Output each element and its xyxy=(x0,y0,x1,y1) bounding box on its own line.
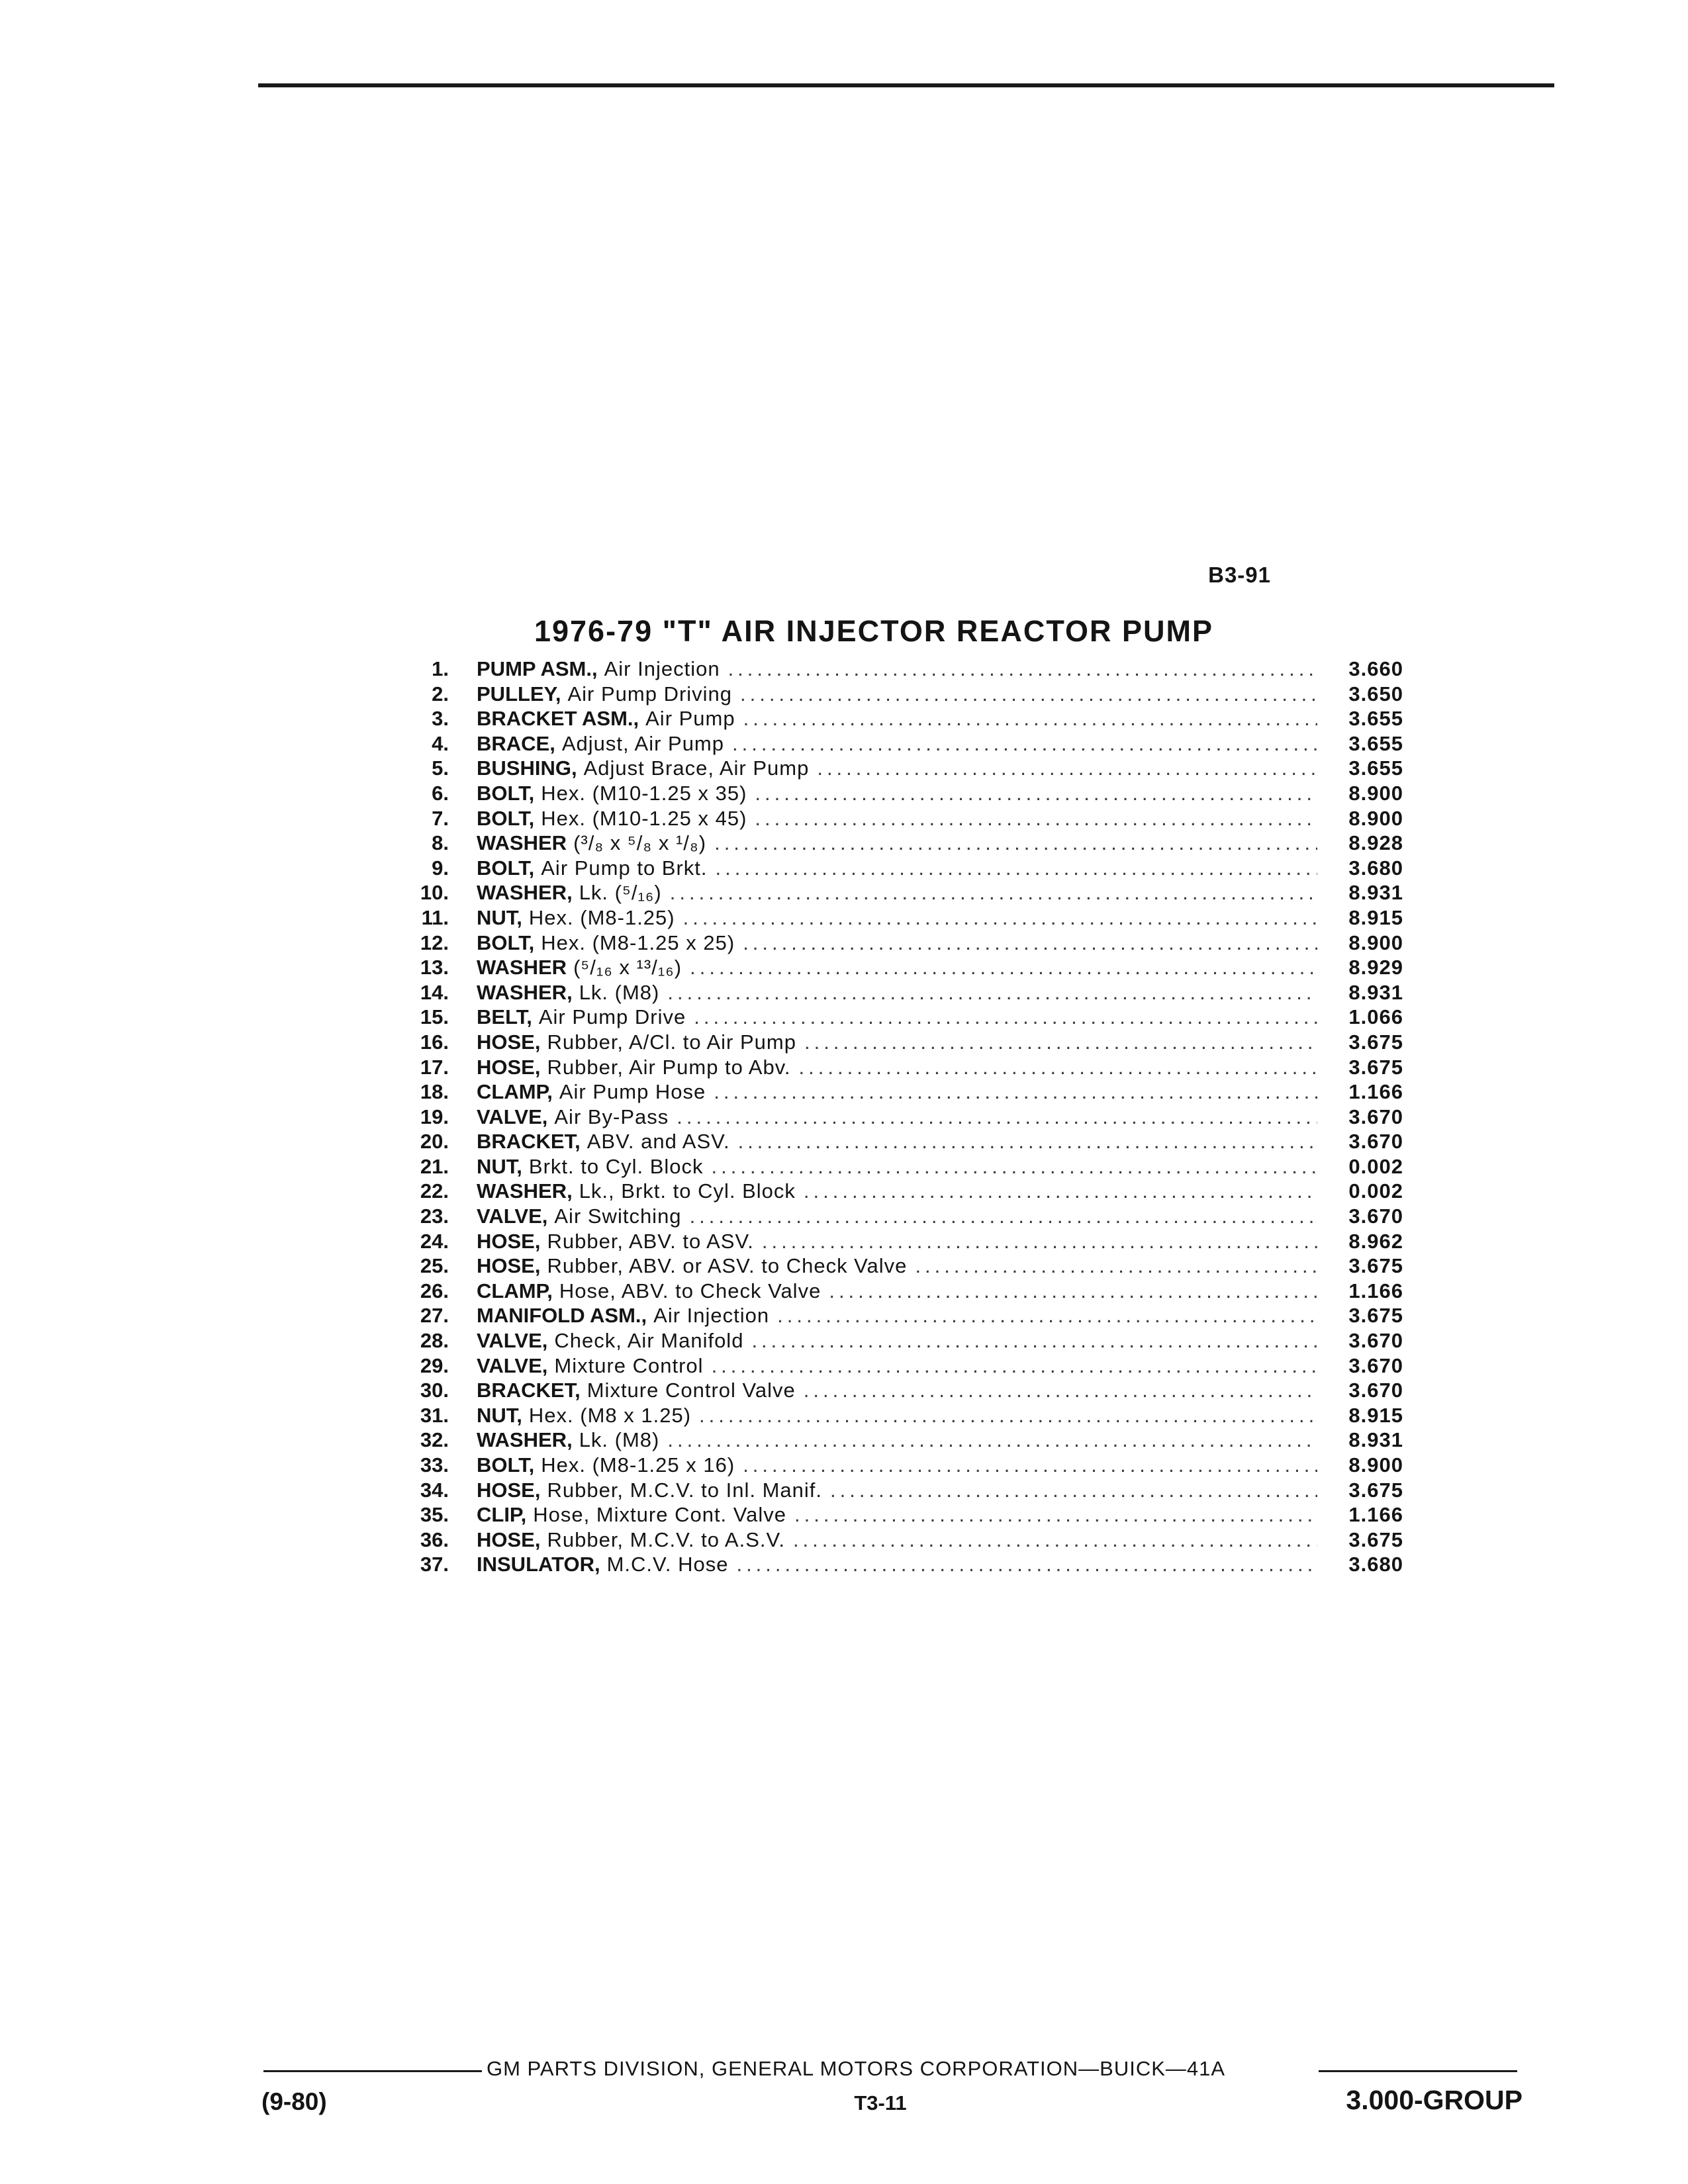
part-group-code: 3.670 xyxy=(1348,1105,1403,1128)
part-name: BOLT, xyxy=(477,856,535,880)
part-description: Lk. (M8) xyxy=(579,1428,660,1452)
part-name: WASHER, xyxy=(477,1428,573,1452)
part-number: 34. xyxy=(420,1478,449,1502)
part-number: 2. xyxy=(432,682,449,705)
part-number: 10. xyxy=(420,881,449,905)
part-row xyxy=(397,1204,1403,1229)
part-name: HOSE, xyxy=(477,1478,541,1502)
part-number: 32. xyxy=(420,1428,449,1452)
part-group-code: 1.166 xyxy=(1348,1080,1403,1104)
part-description: Rubber, M.C.V. to Inl. Manif. xyxy=(547,1478,822,1502)
dot-leader xyxy=(817,756,1317,781)
dot-leader xyxy=(743,1453,1317,1478)
part-name: CLAMP, xyxy=(477,1279,553,1302)
part-row xyxy=(397,1129,1403,1154)
part-group-code: 3.655 xyxy=(1348,731,1403,755)
part-name: WASHER, xyxy=(477,881,573,905)
part-row xyxy=(397,1353,1403,1379)
part-number: 4. xyxy=(432,731,449,755)
part-description: Rubber, ABV. or ASV. to Check Valve xyxy=(547,1254,908,1278)
dot-leader xyxy=(683,905,1317,931)
part-row xyxy=(397,1478,1403,1503)
part-number: 13. xyxy=(420,956,449,979)
dot-leader xyxy=(667,980,1317,1005)
dot-leader xyxy=(740,682,1317,707)
part-name: PULLEY, xyxy=(477,682,561,705)
part-group-code: 3.675 xyxy=(1348,1304,1403,1328)
part-description: Air By-Pass xyxy=(554,1105,669,1128)
part-number: 3. xyxy=(432,707,449,731)
part-name: BOLT, xyxy=(477,806,535,830)
part-number: 20. xyxy=(420,1130,449,1154)
dot-leader xyxy=(794,1502,1317,1527)
part-group-code: 8.931 xyxy=(1348,980,1403,1004)
part-description: Hex. (M8-1.25) xyxy=(528,905,675,929)
part-name: NUT, xyxy=(477,1403,522,1427)
part-name: BRACKET, xyxy=(477,1130,581,1154)
dot-leader xyxy=(677,1105,1317,1130)
part-number: 35. xyxy=(420,1503,449,1527)
part-group-code: 3.675 xyxy=(1348,1055,1403,1079)
part-group-code: 3.670 xyxy=(1348,1353,1403,1377)
part-description: (³/₈ x ⁵/₈ x ¹/₈) xyxy=(573,831,707,855)
dot-leader xyxy=(714,831,1317,856)
parts-list xyxy=(397,657,1403,1577)
part-row xyxy=(397,1453,1403,1478)
part-description: Air Pump xyxy=(645,707,735,731)
part-description: Air Injection xyxy=(604,657,720,680)
dot-leader xyxy=(690,955,1317,980)
part-group-code: 0.002 xyxy=(1348,1154,1403,1178)
part-number: 19. xyxy=(420,1105,449,1128)
dot-leader xyxy=(699,1403,1317,1428)
part-name: BRACKET, xyxy=(477,1379,581,1402)
part-row xyxy=(397,1279,1403,1304)
part-group-code: 8.915 xyxy=(1348,905,1403,929)
part-group-code: 8.929 xyxy=(1348,956,1403,979)
part-name: HOSE, xyxy=(477,1527,541,1551)
part-group-code: 3.655 xyxy=(1348,756,1403,780)
part-number: 14. xyxy=(420,980,449,1004)
part-name: WASHER, xyxy=(477,1179,573,1203)
part-row xyxy=(397,756,1403,781)
part-number: 33. xyxy=(420,1453,449,1477)
part-group-code: 3.655 xyxy=(1348,707,1403,731)
part-row xyxy=(397,1403,1403,1428)
dot-leader xyxy=(755,781,1317,806)
part-description: Air Injection xyxy=(653,1304,770,1328)
part-number: 7. xyxy=(432,806,449,830)
part-description: Lk. (M8) xyxy=(579,980,660,1004)
part-group-code: 8.900 xyxy=(1348,806,1403,830)
part-group-code: 3.680 xyxy=(1348,856,1403,880)
part-group-code: 3.680 xyxy=(1348,1553,1403,1576)
part-name: HOSE, xyxy=(477,1254,541,1278)
part-group-code: 3.650 xyxy=(1348,682,1403,705)
dot-leader xyxy=(716,856,1317,881)
part-row xyxy=(397,1079,1403,1105)
part-number: 37. xyxy=(420,1553,449,1576)
footer-publisher: GM PARTS DIVISION, GENERAL MOTORS CORPORATION—BUICK—41A xyxy=(487,2057,1226,2080)
part-row xyxy=(397,682,1403,707)
part-number: 1. xyxy=(432,657,449,680)
part-name: VALVE, xyxy=(477,1353,548,1377)
dot-leader xyxy=(743,931,1317,956)
part-name: HOSE, xyxy=(477,1055,541,1079)
part-row xyxy=(397,706,1403,731)
part-number: 16. xyxy=(420,1030,449,1054)
part-description: Hex. (M8-1.25 x 16) xyxy=(541,1453,735,1477)
dot-leader xyxy=(804,1030,1317,1055)
part-name: BRACKET ASM., xyxy=(477,707,639,731)
footer-rule-left xyxy=(263,2070,482,2072)
part-group-code: 8.900 xyxy=(1348,781,1403,805)
part-description: Hex. (M8-1.25 x 25) xyxy=(541,931,735,954)
part-description: ABV. and ASV. xyxy=(586,1130,730,1154)
part-description: Air Pump Drive xyxy=(538,1005,686,1029)
dot-leader xyxy=(777,1303,1317,1328)
part-row xyxy=(397,1527,1403,1553)
part-number: 21. xyxy=(420,1154,449,1178)
part-name: BUSHING, xyxy=(477,756,577,780)
part-description: Check, Air Manifold xyxy=(554,1329,744,1353)
part-name: BOLT, xyxy=(477,931,535,954)
page-title: 1976-79 "T" AIR INJECTOR REACTOR PUMP xyxy=(534,614,1214,648)
part-row xyxy=(397,1179,1403,1204)
dot-leader xyxy=(804,1378,1317,1403)
part-description: Air Switching xyxy=(554,1205,682,1228)
part-number: 24. xyxy=(420,1229,449,1253)
dot-leader xyxy=(728,657,1317,682)
part-number: 28. xyxy=(420,1329,449,1353)
part-row xyxy=(397,856,1403,881)
part-name: VALVE, xyxy=(477,1205,548,1228)
part-row xyxy=(397,831,1403,856)
dot-leader xyxy=(762,1229,1317,1254)
part-number: 8. xyxy=(432,831,449,855)
dot-leader xyxy=(829,1279,1317,1304)
part-group-code: 3.675 xyxy=(1348,1478,1403,1502)
part-name: VALVE, xyxy=(477,1105,548,1128)
dot-leader xyxy=(670,880,1317,905)
dot-leader xyxy=(804,1179,1317,1204)
dot-leader xyxy=(915,1253,1317,1279)
part-row xyxy=(397,806,1403,831)
part-description: Rubber, ABV. to ASV. xyxy=(547,1229,754,1253)
part-description: Hex. (M10-1.25 x 35) xyxy=(541,781,747,805)
dot-leader xyxy=(738,1129,1317,1154)
part-description: Air Pump to Brkt. xyxy=(541,856,708,880)
part-group-code: 1.166 xyxy=(1348,1279,1403,1302)
part-name: WASHER xyxy=(477,831,567,855)
part-number: 12. xyxy=(420,931,449,954)
part-number: 9. xyxy=(432,856,449,880)
part-group-code: 3.670 xyxy=(1348,1329,1403,1353)
dot-leader xyxy=(799,1055,1317,1080)
part-group-code: 3.670 xyxy=(1348,1130,1403,1154)
part-name: BOLT, xyxy=(477,781,535,805)
part-name: PUMP ASM., xyxy=(477,657,598,680)
dot-leader xyxy=(736,1552,1317,1577)
part-group-code: 8.900 xyxy=(1348,1453,1403,1477)
part-row xyxy=(397,731,1403,756)
part-number: 18. xyxy=(420,1080,449,1104)
part-row xyxy=(397,1229,1403,1254)
part-description: Hex. (M10-1.25 x 45) xyxy=(541,806,747,830)
part-group-code: 8.900 xyxy=(1348,931,1403,954)
dot-leader xyxy=(830,1478,1317,1503)
part-name: BELT, xyxy=(477,1005,532,1029)
part-description: Air Pump Driving xyxy=(567,682,733,705)
dot-leader xyxy=(743,706,1317,731)
part-row xyxy=(397,1378,1403,1403)
part-description: M.C.V. Hose xyxy=(606,1553,729,1576)
part-description: Mixture Control xyxy=(554,1353,704,1377)
part-row xyxy=(397,1005,1403,1030)
part-group-code: 8.931 xyxy=(1348,1428,1403,1452)
part-description: Hex. (M8 x 1.25) xyxy=(528,1403,692,1427)
part-group-code: 8.928 xyxy=(1348,831,1403,855)
part-name: NUT, xyxy=(477,905,522,929)
part-number: 22. xyxy=(420,1179,449,1203)
part-description: Rubber, Air Pump to Abv. xyxy=(547,1055,791,1079)
part-description: Adjust, Air Pump xyxy=(561,731,724,755)
part-group-code: 3.675 xyxy=(1348,1030,1403,1054)
footer-page-number: T3-11 xyxy=(854,2091,907,2115)
part-number: 25. xyxy=(420,1254,449,1278)
dot-leader xyxy=(714,1079,1317,1105)
part-row xyxy=(397,781,1403,806)
part-description: Air Pump Hose xyxy=(559,1080,706,1104)
part-name: NUT, xyxy=(477,1154,522,1178)
dot-leader xyxy=(751,1328,1317,1353)
part-name: HOSE, xyxy=(477,1030,541,1054)
part-number: 6. xyxy=(432,781,449,805)
part-group-code: 3.670 xyxy=(1348,1205,1403,1228)
part-number: 17. xyxy=(420,1055,449,1079)
part-number: 15. xyxy=(420,1005,449,1029)
part-name: CLAMP, xyxy=(477,1080,553,1104)
part-group-code: 0.002 xyxy=(1348,1179,1403,1203)
part-group-code: 3.660 xyxy=(1348,657,1403,680)
part-group-code: 3.675 xyxy=(1348,1254,1403,1278)
top-divider-rule xyxy=(258,83,1554,87)
part-name: BRACE, xyxy=(477,731,555,755)
part-row xyxy=(397,1253,1403,1279)
part-name: BOLT, xyxy=(477,1453,535,1477)
part-name: CLIP, xyxy=(477,1503,527,1527)
reference-code: B3-91 xyxy=(1208,563,1271,587)
part-name: INSULATOR, xyxy=(477,1553,600,1576)
part-row xyxy=(397,1030,1403,1055)
part-row xyxy=(397,1502,1403,1527)
part-group-code: 3.675 xyxy=(1348,1527,1403,1551)
part-row xyxy=(397,1552,1403,1577)
dot-leader xyxy=(667,1428,1317,1453)
part-number: 27. xyxy=(420,1304,449,1328)
part-description: Lk., Brkt. to Cyl. Block xyxy=(579,1179,796,1203)
part-number: 29. xyxy=(420,1353,449,1377)
part-group-code: 3.670 xyxy=(1348,1379,1403,1402)
part-name: WASHER, xyxy=(477,980,573,1004)
part-number: 36. xyxy=(420,1527,449,1551)
part-row xyxy=(397,980,1403,1005)
part-description: Lk. (⁵/₁₆) xyxy=(579,881,662,905)
part-row xyxy=(397,931,1403,956)
dot-leader xyxy=(712,1154,1318,1179)
part-row xyxy=(397,955,1403,980)
footer-group-code: 3.000-GROUP xyxy=(1346,2085,1523,2115)
part-description: Adjust Brace, Air Pump xyxy=(583,756,810,780)
part-row xyxy=(397,1303,1403,1328)
dot-leader xyxy=(690,1204,1317,1229)
part-row xyxy=(397,1328,1403,1353)
part-number: 31. xyxy=(420,1403,449,1427)
dot-leader xyxy=(793,1527,1317,1553)
footer-rule-right xyxy=(1319,2070,1517,2072)
dot-leader xyxy=(755,806,1317,831)
part-row xyxy=(397,1154,1403,1179)
part-description: Hose, ABV. to Check Valve xyxy=(559,1279,821,1302)
part-group-code: 8.931 xyxy=(1348,881,1403,905)
part-number: 11. xyxy=(421,905,449,929)
part-number: 5. xyxy=(432,756,449,780)
part-description: Brkt. to Cyl. Block xyxy=(528,1154,704,1178)
part-description: Mixture Control Valve xyxy=(586,1379,796,1402)
part-row xyxy=(397,657,1403,682)
part-name: WASHER xyxy=(477,956,567,979)
part-row xyxy=(397,1105,1403,1130)
part-row xyxy=(397,1055,1403,1080)
dot-leader xyxy=(694,1005,1317,1030)
part-group-code: 1.066 xyxy=(1348,1005,1403,1029)
part-group-code: 8.915 xyxy=(1348,1403,1403,1427)
part-description: (⁵/₁₆ x ¹³/₁₆) xyxy=(573,956,682,979)
part-name: MANIFOLD ASM., xyxy=(477,1304,647,1328)
part-description: Rubber, M.C.V. to A.S.V. xyxy=(547,1527,785,1551)
part-number: 30. xyxy=(420,1379,449,1402)
part-description: Hose, Mixture Cont. Valve xyxy=(533,1503,787,1527)
part-row xyxy=(397,880,1403,905)
part-group-code: 1.166 xyxy=(1348,1503,1403,1527)
part-description: Rubber, A/Cl. to Air Pump xyxy=(547,1030,796,1054)
part-group-code: 8.962 xyxy=(1348,1229,1403,1253)
part-number: 26. xyxy=(420,1279,449,1302)
footer-date: (9-80) xyxy=(261,2088,327,2115)
dot-leader xyxy=(732,731,1317,756)
part-row xyxy=(397,905,1403,931)
part-row xyxy=(397,1428,1403,1453)
part-name: HOSE, xyxy=(477,1229,541,1253)
dot-leader xyxy=(712,1353,1317,1379)
part-number: 23. xyxy=(420,1205,449,1228)
part-name: VALVE, xyxy=(477,1329,548,1353)
